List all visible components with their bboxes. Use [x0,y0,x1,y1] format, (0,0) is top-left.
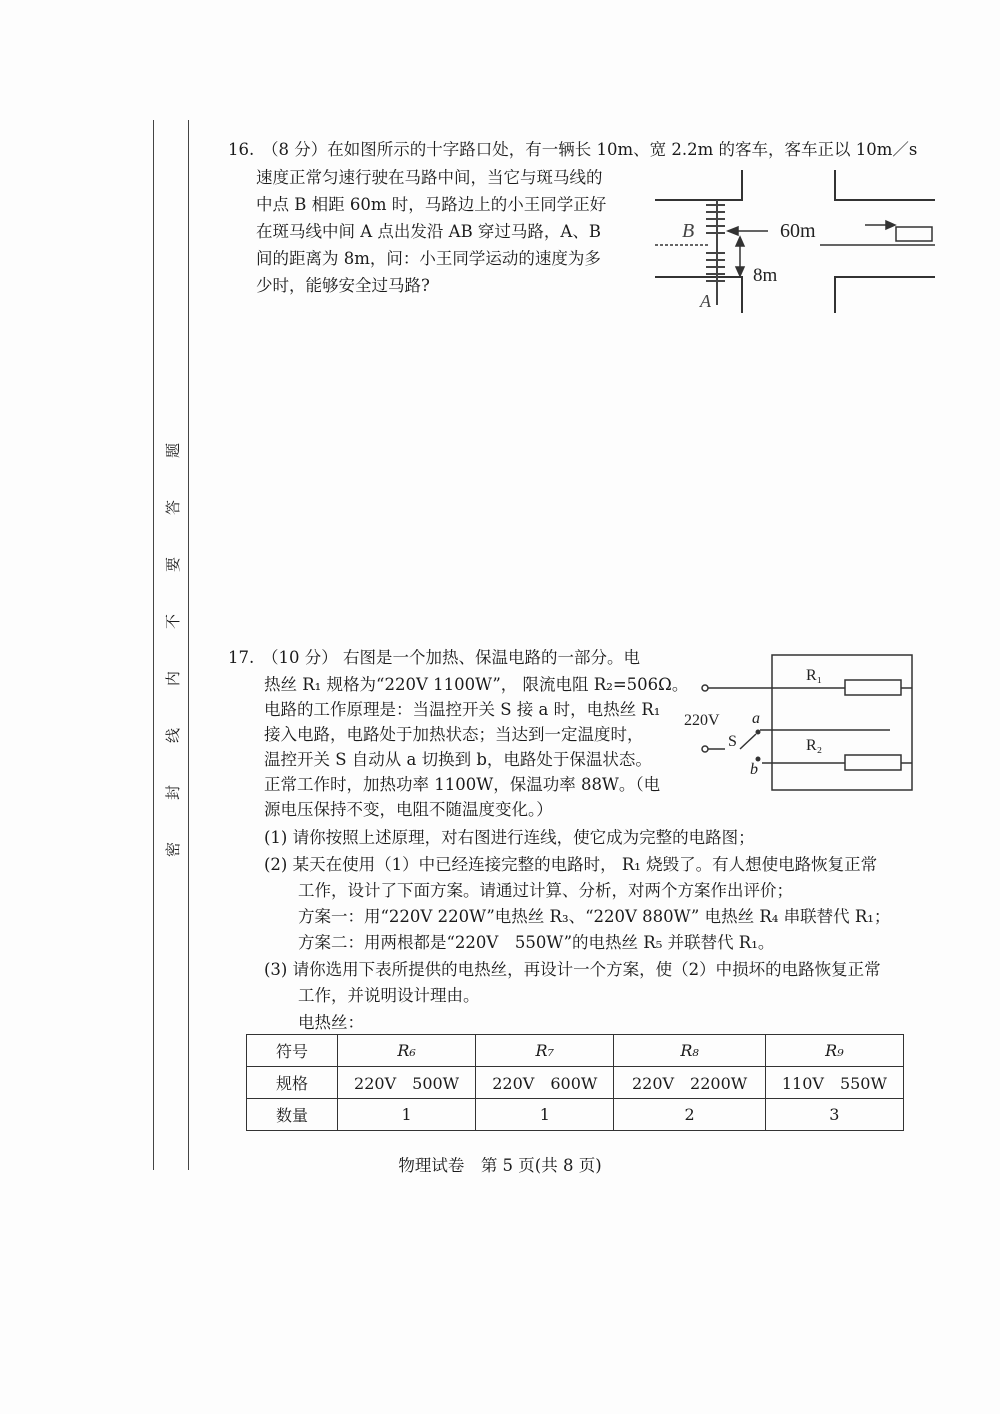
seal-char: 要 [164,556,183,573]
label-B: B [682,220,695,242]
label-A: A [700,291,711,311]
seal-char: 密 [164,841,183,858]
r1-label: R₁ [806,667,823,684]
question-17-part3-line: 工作，并说明设计理由。 [298,986,480,1005]
question-16-line: 间的距离为 8m，问：小王同学运动的速度为多 [256,249,601,268]
table-caption: 电热丝： [298,1013,364,1032]
question-17-number: 17. [228,648,255,667]
question-16-line: 中点 B 相距 60m 时，马路边上的小王同学正好 [256,195,607,214]
question-17-part2-line: 方案一：用“220V 220W”电热丝 R₃、“220V 880W” 电热丝 R₄ 串联替代 R₁； [298,907,891,926]
r2-label: R₂ [806,737,823,754]
circuit-diagram [680,650,920,795]
cell-spec: 220V 500W [338,1067,476,1099]
row-header: 规格 [247,1067,338,1099]
label-8m: 8m [753,265,778,286]
seal-char: 答 [164,499,183,516]
question-17-part1: (1) 请你按照上述原理，对右图进行连线，使它成为完整的电路图； [264,828,755,847]
cell-symbol: R₈ [614,1035,765,1067]
cell-spec: 110V 550W [765,1067,903,1099]
cell-qty: 1 [338,1099,476,1131]
cell-qty: 2 [614,1099,765,1131]
question-16-line: 少时，能够安全过马路? [256,276,430,295]
question-17-intro-line: 电路的工作原理是：当温控开关 S 接 a 时，电热丝 R₁ [264,700,661,719]
seal-char: 题 [164,442,183,459]
heating-wire-table [246,1034,904,1131]
question-17-intro-line: 接入电路，电路处于加热状态；当达到一定温度时， [264,725,644,744]
seal-char: 封 [164,784,183,801]
margin-rule-outer [153,120,154,1170]
cell-symbol: R₆ [338,1035,476,1067]
table-row [247,1067,904,1099]
voltage-label: 220V [684,712,720,729]
seal-char: 线 [164,727,183,744]
bus-shape [896,227,932,241]
question-17-intro-line: 热丝 R₁ 规格为“220V 1100W”， 限流电阻 R₂=506Ω。 [264,675,689,694]
question-17-part2-line: (2) 某天在使用（1）中已经连接完整的电路时， R₁ 烧毁了。有人想使电路恢复正常 [264,855,878,874]
cell-qty: 1 [476,1099,614,1131]
intersection-figure [650,165,940,315]
row-header: 符号 [247,1035,338,1067]
question-16-number: 16. [228,140,255,159]
cell-spec: 220V 600W [476,1067,614,1099]
question-17-intro-line: 温控开关 S 自动从 a 切换到 b，电路处于保温状态。 [264,750,652,769]
row-header: 数量 [247,1099,338,1131]
cell-qty: 3 [765,1099,903,1131]
question-16-line: 速度正常匀速行驶在马路中间，当它与斑马线的 [256,168,603,187]
seal-char: 内 [164,670,183,687]
question-17-intro-line: 源电压保持不变，电阻不随温度变化。） [264,800,553,819]
label-60m: 60m [780,220,816,242]
table-row [247,1035,904,1067]
cell-symbol: R₉ [765,1035,903,1067]
seal-char: 不 [164,613,183,630]
margin-rule-inner [188,120,189,1170]
question-17-part2-line: 工作，设计了下面方案。请通过计算、分析，对两个方案作出评价； [298,881,793,900]
cell-spec: 220V 2200W [614,1067,765,1099]
cell-symbol: R₇ [476,1035,614,1067]
question-17-intro-line: 正常工作时，加热功率 1100W，保温功率 88W。（电 [264,775,661,794]
question-16-line: 在斑马线中间 A 点出发沿 AB 穿过马路，A、B [256,222,601,241]
question-17-part2-line: 方案二：用两根都是“220V 550W”的电热丝 R₅ 并联替代 R₁。 [298,933,775,952]
question-17-intro-line: （10 分） 右图是一个加热、保温电路的一部分。电 [262,648,640,667]
table-row [247,1099,904,1131]
switch-label: S [728,733,737,750]
page-footer: 物理试卷 第 5 页(共 8 页) [398,1156,602,1175]
seal-line-notice [160,440,186,860]
terminal-a-label: a [752,710,760,727]
question-17-part3-line: (3) 请你选用下表所提供的电热丝，再设计一个方案，使（2）中损坏的电路恢复正常 [264,960,881,979]
question-16-line: （8 分）在如图所示的十字路口处，有一辆长 10m、宽 2.2m 的客车，客车正以 10m／s [262,140,918,159]
terminal-b-label: b [750,761,758,778]
